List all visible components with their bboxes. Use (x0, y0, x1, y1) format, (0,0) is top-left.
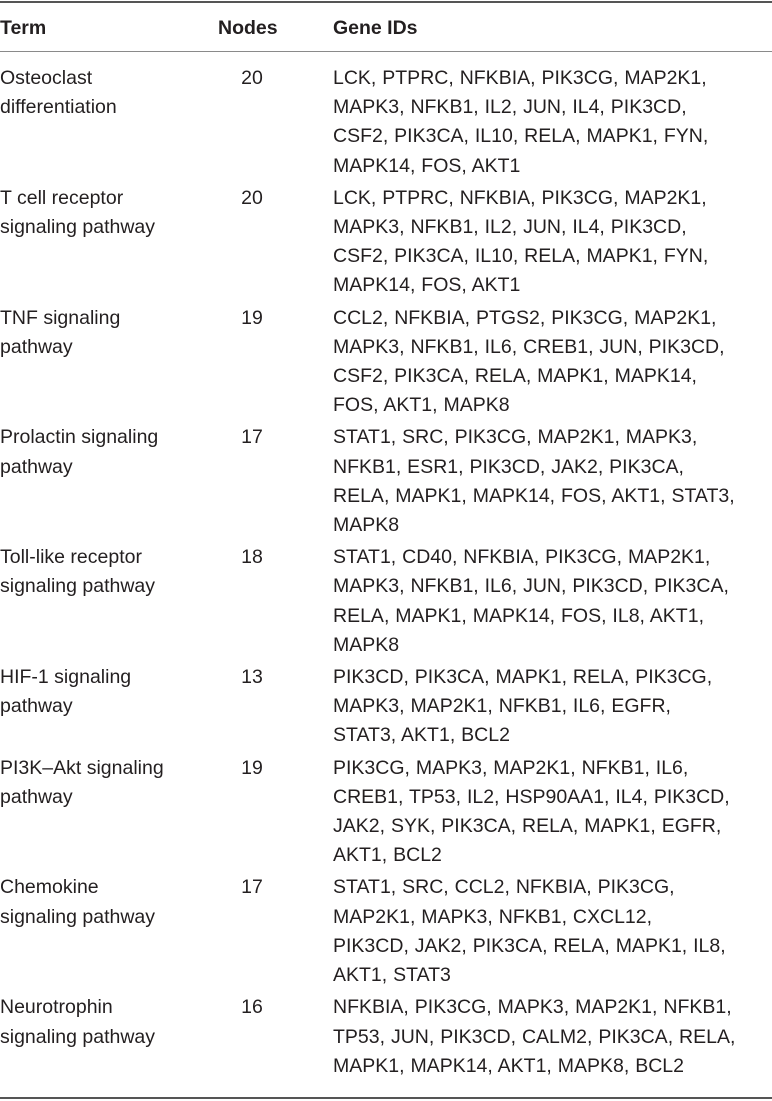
nodes-cell: 20 (241, 186, 263, 209)
term-cell (0, 184, 210, 242)
gene-ids-line: CCL2, NFKBIA, PTGS2, PIK3CG, MAP2K1, (333, 306, 717, 329)
table-bottom-rule (0, 1097, 772, 1099)
gene-ids-line: CSF2, PIK3CA, RELA, MAPK1, MAPK14, (333, 365, 697, 388)
gene-ids-line: MAPK3, NFKB1, IL6, JUN, PIK3CD, PIK3CA, (333, 575, 729, 598)
term-cell (0, 423, 210, 481)
term-line: signaling pathway (0, 1025, 156, 1048)
term-line: pathway (0, 785, 73, 808)
gene-ids-line: MAPK1, MAPK14, AKT1, MAPK8, BCL2 (333, 1054, 684, 1077)
gene-ids-line: RELA, MAPK1, MAPK14, FOS, AKT1, STAT3, (333, 484, 735, 507)
gene-ids-cell (333, 423, 772, 540)
gene-ids-line: STAT1, CD40, NFKBIA, PIK3CG, MAP2K1, (333, 546, 711, 569)
gene-ids-cell (333, 873, 772, 990)
gene-ids-cell (333, 663, 772, 751)
gene-ids-line: MAPK3, MAP2K1, NFKB1, IL6, EGFR, (333, 695, 671, 718)
gene-ids-line: MAP2K1, MAPK3, NFKB1, CXCL12, (333, 905, 653, 928)
table-body (0, 64, 772, 1084)
gene-ids-line: NFKBIA, PIK3CG, MAPK3, MAP2K1, NFKB1, (333, 996, 732, 1019)
term-line: TNF signaling (0, 306, 121, 329)
table-row (0, 423, 772, 540)
gene-ids-line: FOS, AKT1, MAPK8 (333, 394, 510, 417)
gene-ids-line: STAT3, AKT1, BCL2 (333, 724, 510, 747)
term-line: signaling pathway (0, 216, 156, 239)
term-line: Osteoclast (0, 67, 93, 89)
term-cell (0, 304, 210, 362)
term-cell (0, 543, 210, 601)
gene-ids-line: MAPK3, NFKB1, IL2, JUN, IL4, PIK3CD, (333, 96, 687, 119)
term-line: Prolactin signaling (0, 426, 159, 449)
table-row (0, 543, 772, 660)
gene-ids-line: CREB1, TP53, IL2, HSP90AA1, IL4, PIK3CD, (333, 785, 730, 808)
term-line: pathway (0, 455, 73, 478)
table-row (0, 304, 772, 421)
gene-ids-line: LCK, PTPRC, NFKBIA, PIK3CG, MAP2K1, (333, 67, 707, 89)
gene-ids-cell (333, 543, 772, 660)
gene-ids-line: MAPK3, NFKB1, IL2, JUN, IL4, PIK3CD, (333, 216, 687, 239)
gene-ids-cell (333, 993, 772, 1081)
gene-ids-line: CSF2, PIK3CA, IL10, RELA, MAPK1, FYN, (333, 125, 709, 148)
gene-ids-line: LCK, PTPRC, NFKBIA, PIK3CG, MAP2K1, (333, 186, 707, 209)
term-cell (0, 993, 210, 1051)
term-cell (0, 873, 210, 931)
nodes-cell: 19 (241, 756, 263, 779)
gene-ids-line: STAT1, SRC, PIK3CG, MAP2K1, MAPK3, (333, 426, 698, 449)
nodes-cell: 16 (241, 996, 263, 1019)
gene-ids-line: RELA, MAPK1, MAPK14, FOS, IL8, AKT1, (333, 604, 704, 627)
term-line: PI3K–Akt signaling (0, 756, 164, 779)
table-row (0, 873, 772, 990)
term-line: Chemokine (0, 876, 99, 899)
gene-ids-line: MAPK8 (333, 633, 400, 656)
term-cell (0, 663, 210, 721)
gene-ids-cell (333, 64, 772, 181)
gene-ids-line: MAPK8 (333, 514, 400, 537)
nodes-cell: 13 (241, 666, 263, 689)
gene-ids-line: PIK3CD, PIK3CA, MAPK1, RELA, PIK3CG, (333, 666, 713, 689)
table-row (0, 754, 772, 871)
term-line: pathway (0, 695, 73, 718)
term-cell (0, 754, 210, 812)
gene-ids-line: AKT1, BCL2 (333, 844, 442, 867)
nodes-cell: 17 (241, 876, 263, 899)
gene-ids-line: PIK3CG, MAPK3, MAP2K1, NFKB1, IL6, (333, 756, 689, 779)
gene-ids-line: PIK3CD, JAK2, PIK3CA, RELA, MAPK1, IL8, (333, 934, 726, 957)
table-row (0, 993, 772, 1081)
gene-ids-line: MAPK14, FOS, AKT1 (333, 154, 521, 177)
gene-ids-line: CSF2, PIK3CA, IL10, RELA, MAPK1, FYN, (333, 245, 709, 268)
nodes-cell: 20 (241, 67, 263, 89)
nodes-cell: 19 (241, 306, 263, 329)
term-line: HIF-1 signaling (0, 666, 132, 689)
gene-ids-line: STAT1, SRC, CCL2, NFKBIA, PIK3CG, (333, 876, 675, 899)
table-row (0, 663, 772, 751)
term-line: T cell receptor (0, 186, 124, 209)
table-row (0, 184, 772, 301)
gene-ids-line: AKT1, STAT3 (333, 964, 451, 987)
term-line: differentiation (0, 96, 117, 119)
nodes-cell: 18 (241, 546, 263, 569)
header-gene-ids: Gene IDs (333, 17, 418, 39)
gene-ids-cell (333, 304, 772, 421)
gene-ids-line: JAK2, SYK, PIK3CA, RELA, MAPK1, EGFR, (333, 815, 722, 838)
term-line: Toll-like receptor (0, 546, 142, 569)
gene-ids-line: MAPK14, FOS, AKT1 (333, 274, 521, 297)
gene-ids-line: MAPK3, NFKB1, IL6, CREB1, JUN, PIK3CD, (333, 335, 725, 358)
term-line: signaling pathway (0, 575, 156, 598)
nodes-cell: 17 (241, 426, 263, 449)
gene-ids-cell (333, 184, 772, 301)
term-line: Neurotrophin (0, 996, 113, 1019)
gene-ids-cell (333, 754, 772, 871)
header-nodes: Nodes (218, 17, 278, 39)
gene-ids-line: NFKB1, ESR1, PIK3CD, JAK2, PIK3CA, (333, 455, 684, 478)
term-cell (0, 64, 210, 122)
header-term: Term (0, 17, 47, 39)
gene-ids-line: TP53, JUN, PIK3CD, CALM2, PIK3CA, RELA, (333, 1025, 736, 1048)
term-line: signaling pathway (0, 905, 156, 928)
table-row (0, 64, 772, 181)
table-header-row (0, 0, 772, 52)
term-line: pathway (0, 335, 73, 358)
table-header-rule (0, 51, 772, 52)
